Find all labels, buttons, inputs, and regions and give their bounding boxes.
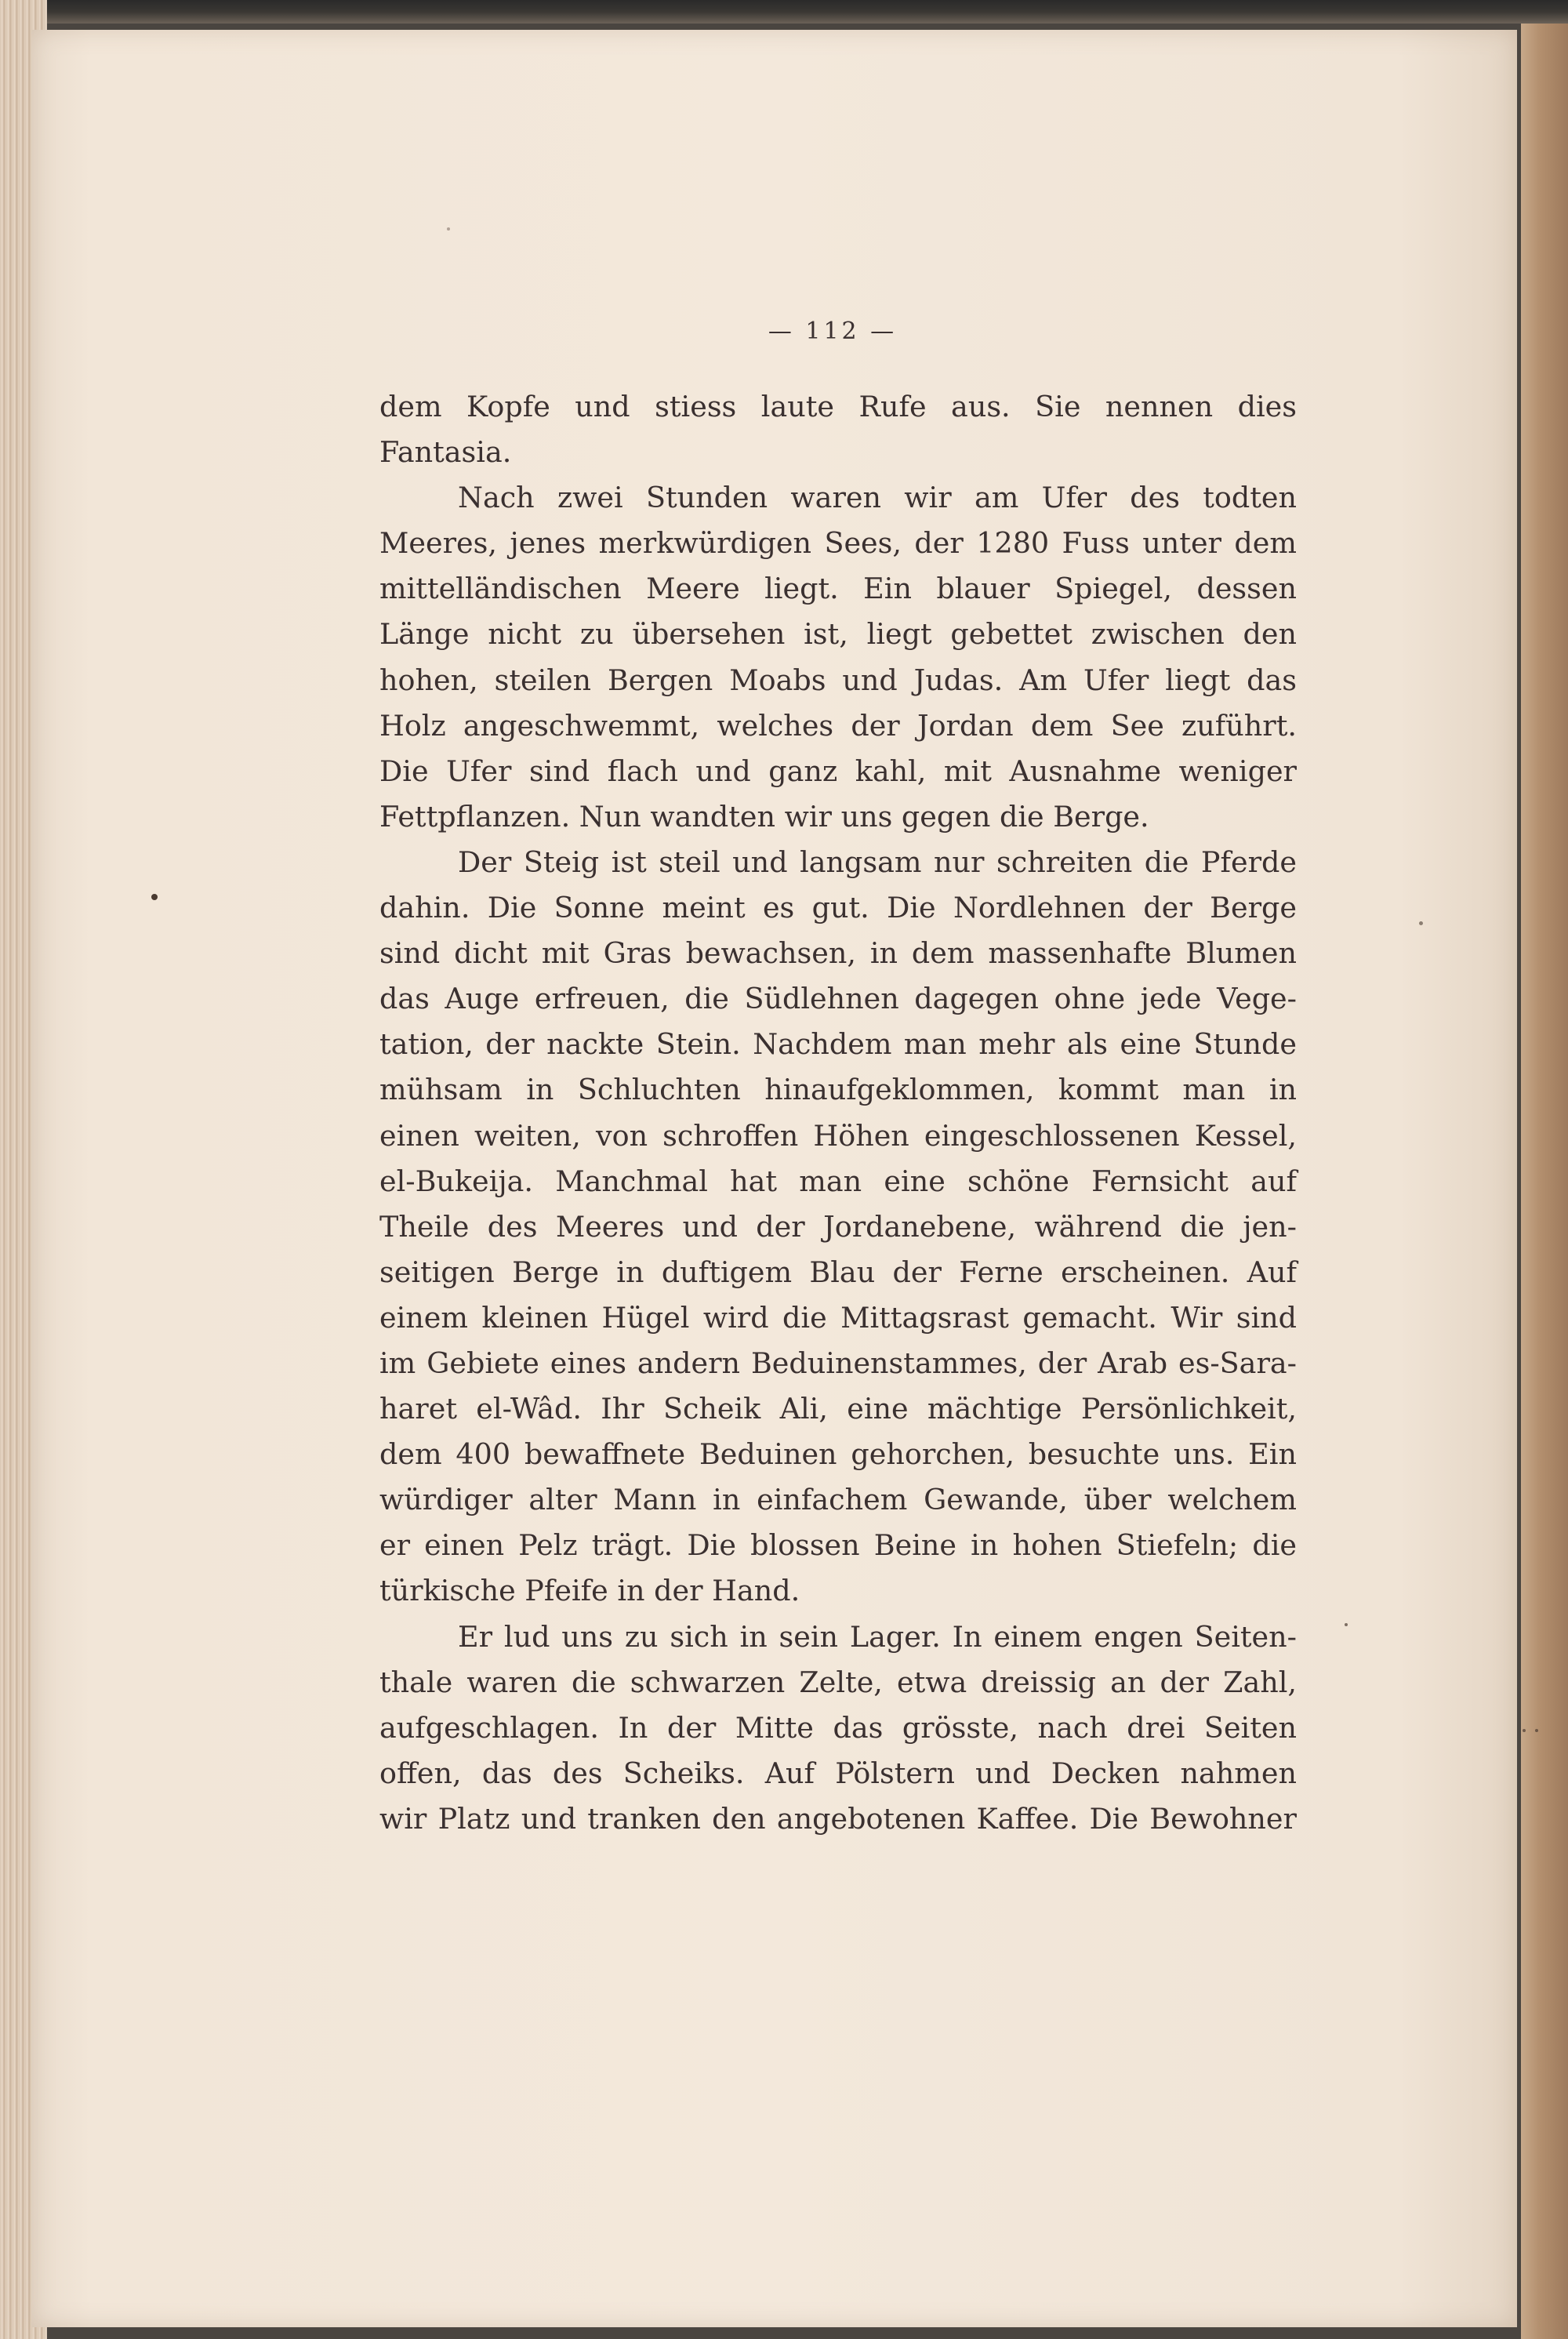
text-line: haret el-Wâd. Ihr Scheik Ali, eine mächtige Persönlichkeit, [379,1392,1297,1426]
text-line: einem kleinen Hügel wird die Mittagsrast gemacht. Wir sind [379,1300,1297,1335]
text-line: im Gebiete eines andern Beduinenstammes, der Arab es-Sara- [379,1346,1297,1380]
text-line: er einen Pelz trägt. Die blossen Beine in hohen Stiefeln; die [379,1528,1297,1563]
text-line: thale waren die schwarzen Zelte, etwa dreissig an der Zahl, [379,1665,1297,1699]
text-line: Die Ufer sind flach und ganz kahl, mit Ausnahme weniger [379,754,1297,788]
text-line: dem Kopfe und stiess laute Rufe aus. Sie nennen dies [379,390,1297,423]
text-line: tation, der nackte Stein. Nachdem man mehr als eine Stunde [379,1027,1297,1062]
paper-speck [151,894,158,900]
text-line: mühsam in Schluchten hinaufgeklommen, kommt man in [379,1073,1297,1107]
text-line: dahin. Die Sonne meint es gut. Die Nordlehnen der Berge [379,891,1297,925]
paper-speck [1419,921,1423,925]
facing-page-edge [1521,24,1568,2339]
text-line: mittelländischen Meere liegt. Ein blauer Spiegel, dessen [379,572,1297,606]
text-line: dem 400 bewaffnete Beduinen gehorchen, besuchte uns. Ein [379,1437,1297,1472]
paper-speck [1523,1729,1526,1732]
text-line: würdiger alter Mann in einfachem Gewande, über welchem [379,1483,1297,1517]
paper-speck [447,227,450,231]
body-text [379,384,1297,1842]
text-line: Holz angeschwemmt, welches der Jordan dem See zuführt. [379,708,1297,743]
text-line: türkische Pfeife in der Hand. [379,1574,800,1608]
page-number: — 112 — [768,318,898,345]
text-line: sind dicht mit Gras bewachsen, in dem massenhafte Blumen [379,936,1297,971]
text-line: wir Platz und tranken den angebotenen Kaffee. Die Bewohner [379,1801,1297,1836]
text-line: einen weiten, von schroffen Höhen eingeschlossenen Kessel, [379,1118,1297,1153]
text-line: das Auge erfreuen, die Südlehnen dagegen ohne jede Vege- [379,982,1297,1016]
text-line: el-Bukeija. Manchmal hat man eine schöne Fernsicht auf [379,1164,1297,1198]
text-line: Fettpflanzen. Nun wandten wir uns gegen die Berge. [379,799,1149,834]
text-line: Länge nicht zu übersehen ist, liegt gebettet zwischen den [379,617,1297,652]
text-line: seitigen Berge in duftigem Blau der Ferne erscheinen. Auf [379,1255,1297,1289]
text-line: Er lud uns zu sich in sein Lager. In einem engen Seiten- [458,1619,1297,1654]
paper-speck [1535,1729,1538,1732]
text-line: Theile des Meeres und der Jordanebene, während die jen- [379,1209,1297,1244]
text-line: Meeres, jenes merkwürdigen Sees, der 1280 Fuss unter dem [379,526,1297,561]
book-cover-edge [0,0,1568,24]
text-line: Fantasia. [379,435,512,470]
text-line: offen, das des Scheiks. Auf Pölstern und Decken nahmen [379,1756,1297,1790]
text-line: Nach zwei Stunden waren wir am Ufer des todten [458,481,1297,515]
text-line: Der Steig ist steil und langsam nur schreiten die Pferde [458,844,1297,879]
text-line: aufgeschlagen. In der Mitte das grösste, nach drei Seiten [379,1710,1297,1745]
paper-speck [1345,1623,1348,1626]
text-line: hohen, steilen Bergen Moabs und Judas. Am Ufer liegt das [379,663,1297,697]
